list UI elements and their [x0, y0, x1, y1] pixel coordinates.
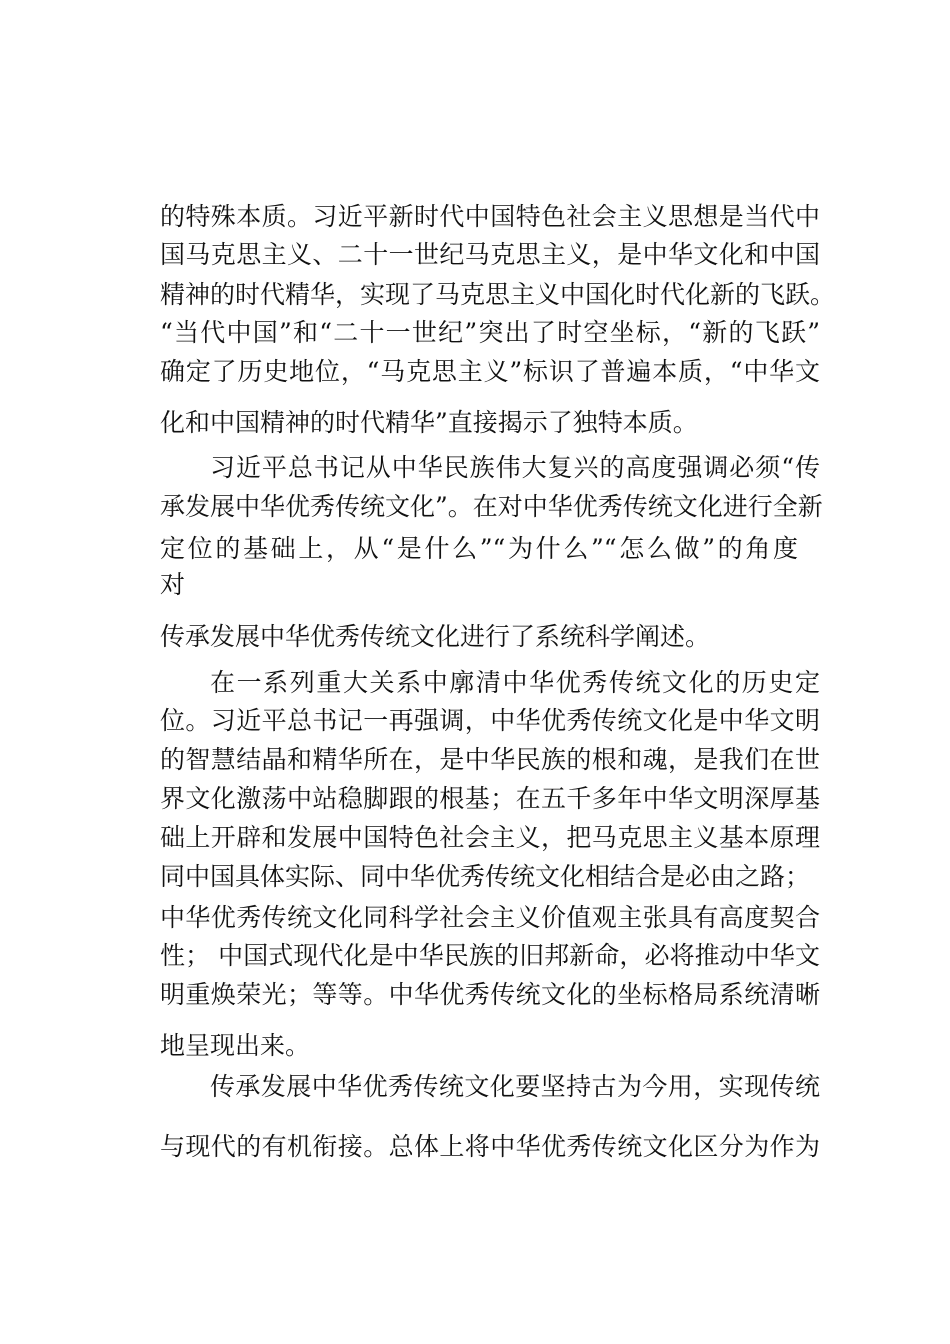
text-line: 国马克思主义、二十一世纪马克思主义，是中华文化和中国	[160, 240, 820, 269]
text-line: 地呈现出来。	[160, 1031, 311, 1060]
text-line: 精神的时代精华，实现了马克思主义中国化时代化新的飞跃。	[160, 280, 836, 309]
text-line: 的智慧结晶和精华所在，是中华民族的根和魂，是我们在世	[160, 745, 820, 774]
text-line: 界文化激荡中站稳脚跟的根基；在五千多年中华文明深厚基	[160, 784, 820, 813]
text-line: “当代中国”和“二十一世纪”突出了时空坐标，“新的飞跃”	[160, 318, 820, 347]
text-line: 定位的基础上，从“是什么”“为什么”“怎么做”的角度	[160, 534, 798, 563]
text-line: 明重焕荣光；等等。中华优秀传统文化的坐标格局系统清晰	[160, 980, 820, 1009]
paragraph-first-line: 在一系列重大关系中廓清中华优秀传统文化的历史定	[210, 668, 820, 697]
text-line: 承发展中华优秀传统文化”。在对中华优秀传统文化进行全新	[160, 492, 823, 521]
paragraph-first-line: 习近平总书记从中华民族伟大复兴的高度强调必须“传	[210, 453, 820, 482]
text-line: 的特殊本质。习近平新时代中国特色社会主义思想是当代中	[160, 202, 820, 231]
text-line: 与现代的有机衔接。总体上将中华优秀传统文化区分为作为	[160, 1132, 820, 1161]
text-line: 中华优秀传统文化同科学社会主义价值观主张具有高度契合	[160, 903, 820, 932]
text-line: 确定了历史地位，“马克思主义”标识了普遍本质，“中华文	[160, 357, 820, 386]
text-line: 同中国具体实际、同中华优秀传统文化相结合是必由之路；	[160, 862, 811, 891]
text-line: 传承发展中华优秀传统文化进行了系统科学阐述。	[160, 622, 711, 651]
text-line: 化和中国精神的时代精华”直接揭示了独特本质。	[160, 408, 698, 437]
paragraph-first-line: 传承发展中华优秀传统文化要坚持古为今用，实现传统	[210, 1072, 820, 1101]
text-line: 性； 中国式现代化是中华民族的旧邦新命，必将推动中华文	[160, 941, 820, 970]
text-line: 位。习近平总书记一再强调，中华优秀传统文化是中华文明	[160, 706, 820, 735]
text-line: 础上开辟和发展中国特色社会主义，把马克思主义基本原理	[160, 823, 820, 852]
text-line: 对	[160, 570, 186, 599]
